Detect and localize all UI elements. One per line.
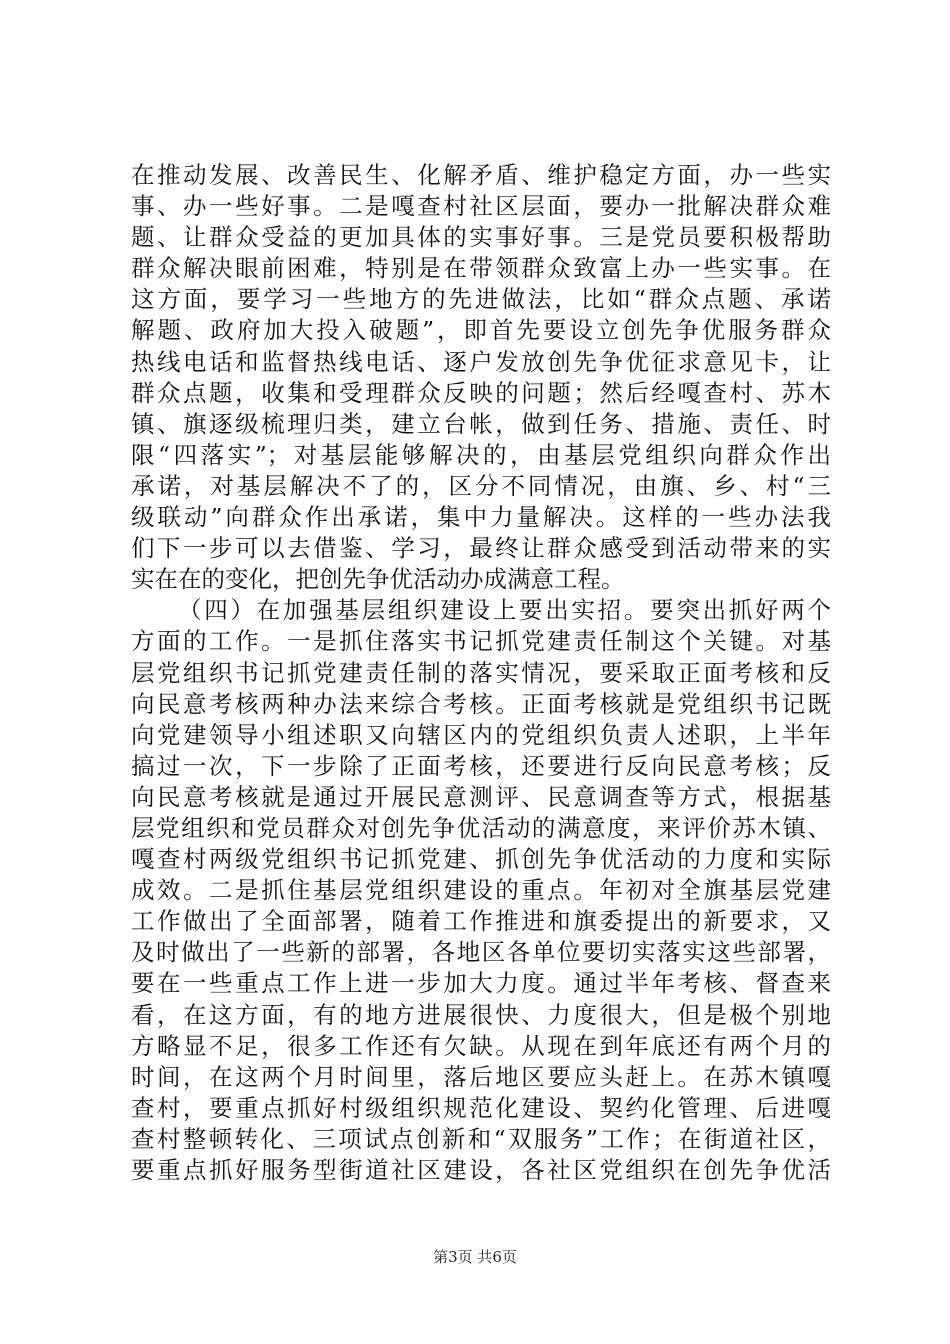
text-line: 时间，在这两个月时间里，落后地区要应头赶上。在苏木镇嘎 — [131, 1062, 831, 1091]
text-line: 承诺，对基层解决不了的，区分不同情况，由旗、乡、村“三 — [131, 471, 831, 500]
text-line: 群众解决眼前困难，特别是在带领群众致富上办一些实事。在 — [131, 254, 831, 283]
text-line: 镇、旗逐级梳理归类，建立台帐，做到任务、措施、责任、时 — [131, 409, 831, 438]
text-line: 要重点抓好服务型街道社区建设，各社区党组织在创先争优活 — [131, 1156, 831, 1184]
text-line: 题、让群众受益的更加具体的实事好事。三是党员要积极帮助 — [131, 223, 831, 252]
text-line: 向党建领导小组述职又向辖区内的党组织负责人述职，上半年 — [131, 720, 831, 749]
text-line: 实在在的变化，把创先争优活动办成满意工程。 — [131, 565, 625, 594]
text-line: 这方面，要学习一些地方的先进做法，比如“群众点题、承诺 — [131, 285, 831, 314]
text-line: 级联动”向群众作出承诺，集中力量解决。这样的一些办法我 — [131, 503, 831, 532]
paragraph-heading-line: （四）在加强基层组织建设上要出实招。要突出抓好两个 — [178, 596, 831, 625]
text-line: 在推动发展、改善民生、化解矛盾、维护稳定方面，办一些实 — [131, 161, 831, 189]
text-line: 嘎查村两级党组织书记抓党建、抓创先争优活动的力度和实际 — [131, 845, 831, 874]
text-line: 要在一些重点工作上进一步加大力度。通过半年考核、督查来 — [131, 969, 831, 998]
text-line: 群众点题，收集和受理群众反映的问题；然后经嘎查村、苏木 — [131, 378, 831, 407]
text-line: 限“四落实”；对基层能够解决的，由基层党组织向群众作出 — [131, 440, 831, 469]
text-line: 查村整顿转化、三项试点创新和“双服务”工作；在街道社区， — [131, 1124, 831, 1153]
text-line: 看，在这方面，有的地方进展很快、力度很大，但是极个别地 — [131, 1000, 831, 1029]
text-line: 向民意考核就是通过开展民意测评、民意调查等方式，根据基 — [131, 782, 831, 811]
text-line: 方面的工作。一是抓住落实书记抓党建责任制这个关键。对基 — [131, 627, 831, 656]
text-line: 成效。二是抓住基层党组织建设的重点。年初对全旗基层党建 — [131, 876, 831, 905]
text-line: 层党组织书记抓党建责任制的落实情况，要采取正面考核和反 — [131, 658, 831, 687]
text-line: 查村，要重点抓好村级组织规范化建设、契约化管理、后进嘎 — [131, 1093, 831, 1122]
text-line: 工作做出了全面部署，随着工作推进和旗委提出的新要求，又 — [131, 907, 831, 936]
text-line: 事、办一些好事。二是嘎查村社区层面，要办一批解决群众难 — [131, 192, 831, 221]
text-line: 方略显不足，很多工作还有欠缺。从现在到年底还有两个月的 — [131, 1031, 831, 1060]
text-line: 向民意考核两种办法来综合考核。正面考核就是党组织书记既 — [131, 689, 831, 718]
text-line: 热线电话和监督热线电话、逐户发放创先争优征求意见卡，让 — [131, 347, 831, 376]
text-line: 及时做出了一些新的部署，各地区各单位要切实落实这些部署， — [131, 938, 831, 967]
text-line: 解题、政府加大投入破题”，即首先要设立创先争优服务群众 — [131, 316, 831, 345]
text-line: 搞过一次，下一步除了正面考核，还要进行反向民意考核；反 — [131, 751, 831, 780]
document-body — [131, 160, 831, 1186]
text-line: 层党组织和党员群众对创先争优活动的满意度，来评价苏木镇、 — [131, 813, 831, 842]
text-line: 们下一步可以去借鉴、学习，最终让群众感受到活动带来的实 — [131, 534, 831, 563]
page-number-footer: 第3页 共6页 — [433, 1248, 517, 1266]
